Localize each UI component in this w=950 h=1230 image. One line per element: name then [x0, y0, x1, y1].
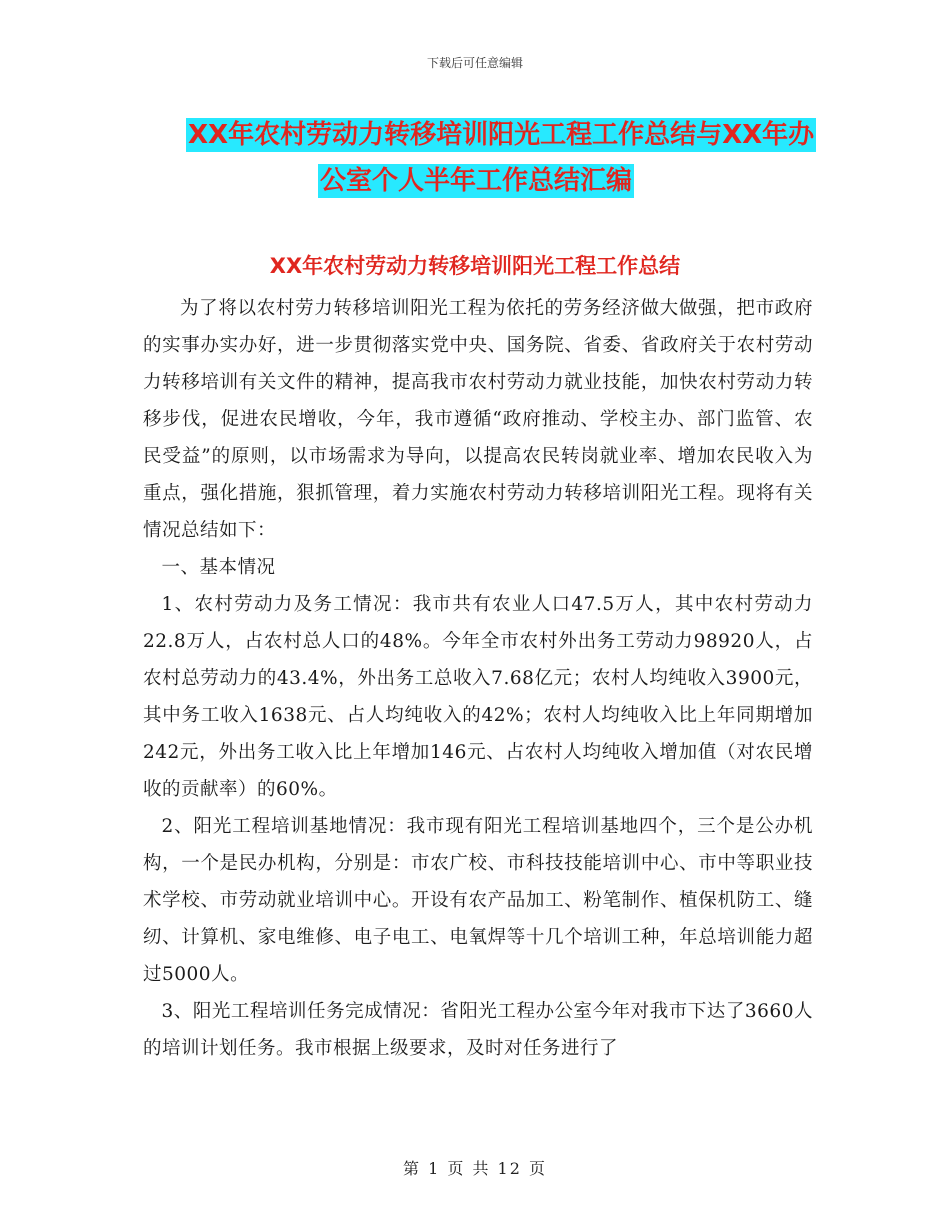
paragraph-labor-situation: 1、农村劳动力及务工情况：我市共有农业人口47.5万人，其中农村劳动力22.8万人，占农村总人口的48%。今年全市农村外出务工劳动力98920人，占农村总劳动力的43.4%，外出务工总收入7.68亿元；农村人均纯收入3900元，其中务工收入1638元、占人均纯收入的42%；农村人均纯收入比上年同期增加242元，外出务工收入比上年增加146元、占农村人均纯收入增加值（对农民增收的贡献率）的60%。	[143, 594, 813, 800]
paragraph-training-tasks: 3、阳光工程培训任务完成情况：省阳光工程办公室今年对我市下达了3660人的培训计划任务。我市根据上级要求，及时对任务进行了	[143, 1001, 813, 1059]
page-footer: 第 1 页 共 12 页	[403, 1159, 547, 1178]
paragraph-intro: 为了将以农村劳力转移培训阳光工程为依托的劳务经济做大做强，把市政府的实事办实办好，进一步贯彻落实党中央、国务院、省委、省政府关于农村劳动力转移培训有关文件的精神，提高我市农村劳动力就业技能，加快农村劳动力转移步伐，促进农民增收，今年，我市遵循“政府推动、学校主办、部门监管、农民受益”的原则，以市场需求为导向，以提高农民转岗就业率、增加农民收入为重点，强化措施，狠抓管理，着力实施农村劳动力转移培训阳光工程。现将有关情况总结如下：	[143, 298, 813, 541]
header-note: 下载后可任意编辑	[426, 56, 523, 70]
heading-basic-situation: 一、基本情况	[161, 557, 276, 578]
section-title: XX年农村劳动力转移培训阳光工程工作总结	[269, 254, 681, 278]
main-title-line1: XX年农村劳动力转移培训阳光工程工作总结与XX年办	[188, 120, 815, 150]
body-text	[143, 290, 813, 1067]
main-title	[150, 112, 830, 204]
main-title-line2: 公室个人半年工作总结汇编	[320, 166, 633, 196]
paragraph-training-bases: 2、阳光工程培训基地情况：我市现有阳光工程培训基地四个，三个是公办机构，一个是民办机构，分别是：市农广校、市科技技能培训中心、市中等职业技术学校、市劳动就业培训中心。开设有农产品加工、粉笔制作、植保机防工、缝纫、计算机、家电维修、电子电工、电氧焊等十几个培训工种，年总培训能力超过5000人。	[143, 816, 813, 985]
